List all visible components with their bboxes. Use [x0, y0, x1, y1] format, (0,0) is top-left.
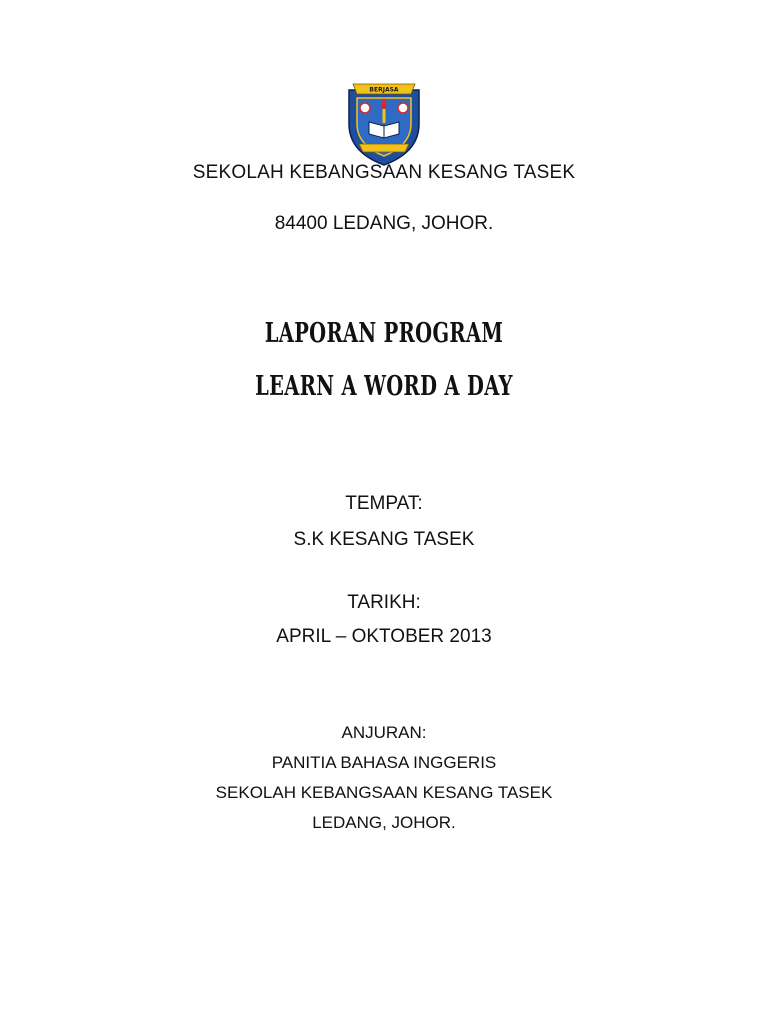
crest-motto: BERJASA: [369, 86, 399, 94]
date-value: APRIL – OKTOBER 2013: [276, 626, 492, 647]
school-name: SEKOLAH KEBANGSAAN KESANG TASEK: [192, 162, 576, 183]
organizer-line1: PANITIA BAHASA INGGERIS: [271, 753, 497, 772]
venue-value: S.K KESANG TASEK: [293, 529, 475, 550]
date-label: TARIKH:: [347, 592, 421, 613]
school-crest-logo: [337, 78, 431, 168]
organizer-line3: LEDANG, JOHOR.: [312, 813, 456, 832]
organizer-line2: SEKOLAH KEBANGSAAN KESANG TASEK: [215, 783, 553, 802]
report-title-line1: LAPORAN PROGRAM: [264, 318, 504, 349]
organizer-label: ANJURAN:: [341, 723, 427, 742]
venue-label: TEMPAT:: [345, 493, 423, 514]
school-address: 84400 LEDANG, JOHOR.: [274, 213, 494, 234]
report-title-line2: LEARN A WORD A DAY: [255, 371, 513, 402]
